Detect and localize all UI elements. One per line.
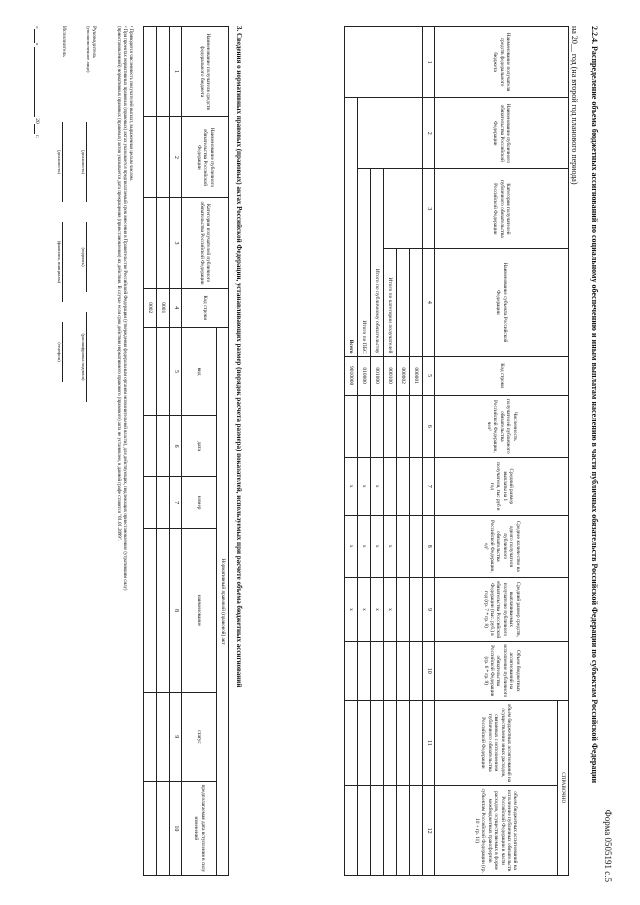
cell-value[interactable] bbox=[157, 477, 170, 529]
col-number: 6 bbox=[423, 395, 435, 457]
row-code: 000001 bbox=[410, 356, 423, 395]
signature-caption: (подпись) bbox=[81, 247, 86, 267]
cell-value[interactable] bbox=[144, 198, 157, 288]
footnote-1: ¹ Приводится численность получателей выплат, выраженная целым числом. bbox=[128, 26, 133, 182]
cell-value[interactable] bbox=[144, 781, 157, 875]
cell-x: x bbox=[384, 577, 397, 641]
col-number: 1 bbox=[170, 27, 182, 117]
cell-value[interactable] bbox=[358, 700, 371, 786]
cell-value[interactable] bbox=[157, 327, 170, 415]
header-avg-amount: Средний размер средств, выплачиваемых получателю публичного обязательства Российской Федерации (тыс. руб.) в год (гр. 7 * гр. 8) bbox=[435, 577, 569, 641]
cell-value[interactable] bbox=[397, 700, 410, 786]
col-number: 9 bbox=[423, 577, 435, 641]
cell-value[interactable] bbox=[397, 515, 410, 577]
cell-value[interactable] bbox=[397, 642, 410, 700]
section-224-subtitle: на 20__ год (на второй год планового периода) bbox=[570, 26, 579, 185]
decoding-caption: (расшифровка подписи) bbox=[81, 333, 86, 381]
cell-subject[interactable] bbox=[397, 249, 410, 356]
row-code: 0001 bbox=[157, 288, 170, 327]
cell-value[interactable] bbox=[157, 692, 170, 781]
cell-x: x bbox=[371, 515, 384, 577]
cell-x: x bbox=[345, 457, 358, 515]
header-number: номер bbox=[182, 477, 217, 529]
cell-x: x bbox=[371, 577, 384, 641]
header-code: Код строки bbox=[182, 288, 229, 327]
header-recipient: Наименование получателя средств федерального бюджета bbox=[435, 27, 569, 98]
head-sub: (уполномоченное лицо) bbox=[86, 26, 91, 73]
cell-value[interactable] bbox=[144, 416, 157, 477]
cell-value[interactable] bbox=[371, 700, 384, 786]
col-number: 9 bbox=[170, 692, 182, 781]
cell-value[interactable] bbox=[410, 515, 423, 577]
col-number: 10 bbox=[423, 642, 435, 700]
col-number: 5 bbox=[423, 356, 435, 395]
cell-value[interactable] bbox=[345, 786, 358, 876]
executor-phone-field[interactable] bbox=[57, 322, 71, 382]
cell-value[interactable] bbox=[371, 786, 384, 876]
header-status: статус bbox=[182, 692, 217, 781]
row-code: 000002 bbox=[397, 356, 410, 395]
executor-position-caption: (должность) bbox=[57, 149, 62, 175]
cell-value[interactable] bbox=[345, 700, 358, 786]
total-label: Всего bbox=[345, 98, 358, 356]
col-number: 3 bbox=[423, 169, 435, 249]
cell-value[interactable] bbox=[144, 477, 157, 529]
col-number: 2 bbox=[170, 117, 182, 198]
row-code: 9010000 bbox=[345, 356, 358, 395]
header-other-expenses: объем бюджетных ассигнований на осуществление иных расходов, связанных с исполнением публичного обязательства Российской Федерации bbox=[435, 700, 558, 786]
header-category: Категория получателей публичного обязательства Российской Федерации bbox=[435, 169, 569, 249]
cell-value[interactable] bbox=[157, 198, 170, 288]
header-recipient: Наименование получателя средств федерального бюджета bbox=[182, 27, 229, 117]
cell-value[interactable] bbox=[410, 395, 423, 457]
header-effective-date: предполагаемая дата вступления в силу изменений bbox=[182, 781, 217, 875]
cell-x: x bbox=[358, 515, 371, 577]
col-number: 3 bbox=[170, 198, 182, 288]
cell-recipient[interactable] bbox=[345, 27, 423, 98]
total-label: Итого по публичному обязательству bbox=[371, 169, 384, 356]
executor-fio-field[interactable] bbox=[57, 222, 71, 302]
cell-x: x bbox=[345, 577, 358, 641]
header-subject: Наименование субъекта Российской Федерации bbox=[435, 249, 569, 356]
col-number: 4 bbox=[170, 288, 182, 327]
section-224-title: 2.2.4. Распределение объема бюджетных ассигнований по социальному обеспечению и иным выплатам населению в части публичных обязательств Российской Федерации по субъектам Российской Федерации bbox=[590, 26, 599, 784]
cell-subject[interactable] bbox=[410, 249, 423, 356]
cell-value[interactable] bbox=[397, 786, 410, 876]
col-number: 12 bbox=[423, 786, 435, 876]
position-caption: (должность) bbox=[81, 149, 86, 175]
col-number: 8 bbox=[423, 515, 435, 577]
cell-value[interactable] bbox=[384, 786, 397, 876]
footnotes bbox=[115, 26, 133, 886]
header-category: Категория получателей публичного обязательства Российской Федерации bbox=[182, 198, 229, 288]
cell-value[interactable] bbox=[410, 700, 423, 786]
cell-value[interactable] bbox=[384, 700, 397, 786]
cell-value[interactable] bbox=[345, 395, 358, 457]
cell-x: x bbox=[384, 515, 397, 577]
row-code: 0002 bbox=[144, 288, 157, 327]
head-signature-block bbox=[86, 26, 97, 72]
col-number: 5 bbox=[170, 327, 182, 415]
total-label: Итого по ПБС bbox=[358, 169, 371, 356]
header-avg-payment: Средний размер выплаты на 1 получателя, тыс руб в год bbox=[435, 457, 569, 515]
header-spravochno: СПРАВОЧНО bbox=[558, 700, 569, 876]
cell-value[interactable] bbox=[358, 395, 371, 457]
cell-value[interactable] bbox=[358, 786, 371, 876]
head-decoding-field[interactable] bbox=[81, 312, 95, 402]
col-number: 10 bbox=[170, 781, 182, 875]
row-code: 010000 bbox=[358, 356, 371, 395]
cell-value[interactable] bbox=[410, 457, 423, 515]
cell-value bbox=[384, 457, 397, 515]
header-kind: вид bbox=[182, 327, 217, 415]
header-code: Код строки bbox=[435, 356, 569, 395]
date-year: 20 bbox=[34, 118, 40, 124]
col-number: 6 bbox=[170, 416, 182, 477]
cell-value[interactable] bbox=[144, 27, 157, 117]
section-3-title: 3. Сведения о нормативных правовых (правовых) актах Российской Федерации, устанавливающих размер (порядок расчета размера) показателей, используемых при расчете объема бюджетных ассигнований bbox=[235, 26, 243, 688]
date-suffix: г. bbox=[34, 135, 40, 139]
executor-label: Исполнитель bbox=[61, 26, 67, 57]
head-position-field[interactable] bbox=[81, 122, 95, 202]
cell-value[interactable] bbox=[371, 395, 384, 457]
cell-value[interactable] bbox=[397, 395, 410, 457]
cell-value[interactable] bbox=[144, 327, 157, 415]
col-number: 7 bbox=[170, 477, 182, 529]
col-number: 1 bbox=[423, 27, 435, 98]
cell-value[interactable] bbox=[157, 27, 170, 117]
executor-position-field[interactable] bbox=[57, 122, 71, 202]
cell-value[interactable] bbox=[410, 577, 423, 641]
header-count: Численность получателей публичного обязательства Российской Федерации, чел¹ bbox=[435, 395, 569, 457]
cell-x: x bbox=[371, 457, 384, 515]
cell-x: x bbox=[358, 577, 371, 641]
executor-fio-caption: (фамилия, инициалы) bbox=[57, 240, 62, 284]
cell-x: x bbox=[345, 515, 358, 577]
header-name: наименование bbox=[182, 529, 217, 693]
cell-value[interactable] bbox=[371, 642, 384, 700]
cell-value[interactable] bbox=[345, 642, 358, 700]
header-volume: Объем бюджетных ассигнований на исполнение публичного обязательства Российской Федерации (гр. 6 * гр. 9) bbox=[435, 642, 569, 700]
cell-value[interactable] bbox=[410, 786, 423, 876]
cell-value[interactable] bbox=[384, 642, 397, 700]
col-number: 4 bbox=[423, 249, 435, 356]
header-avg-quantity: Среднее количество на одного получателя публичного обязательства Российской Федерации, ед³ bbox=[435, 515, 569, 577]
cell-x: x bbox=[358, 457, 371, 515]
cell-value[interactable] bbox=[157, 416, 170, 477]
col-number: 7 bbox=[423, 457, 435, 515]
row-code: 001000 bbox=[371, 356, 384, 395]
cell-value[interactable] bbox=[144, 529, 157, 693]
row-code: 000100 bbox=[384, 356, 397, 395]
cell-value[interactable] bbox=[157, 529, 170, 693]
header-date: дата bbox=[182, 416, 217, 477]
header-obligation: Наименование публичного обязательства Российской Федерации bbox=[182, 117, 229, 198]
col-number: 11 bbox=[423, 700, 435, 786]
cell-value[interactable] bbox=[384, 395, 397, 457]
col-number: 2 bbox=[423, 98, 435, 169]
cell-obligation[interactable] bbox=[358, 98, 423, 169]
cell-value[interactable] bbox=[157, 781, 170, 875]
document-sheet bbox=[5, 12, 615, 892]
header-transfers: объем бюджетных ассигнований на исполнение публичных обязательств Российской Федерации в части расходов, осуществляемых в форме межбюджетных трансфертов субъектам Российской Федерации (гр. 10 + гр. 11) bbox=[435, 786, 558, 876]
footnote-2: ² При проектах нормативных правовых (правовых) актах указывается предполагаемый срок внесения в Правительство Российской Федерации (утверждения федеральным органом исполнительной власти), для действующих, подлежащих приостановлению (утратившим силу) bbox=[122, 26, 127, 591]
col-number: 8 bbox=[170, 529, 182, 693]
cell-value[interactable] bbox=[358, 642, 371, 700]
cell-value[interactable] bbox=[144, 692, 157, 781]
header-obligation: Наименование публичного обязательства Российской Федерации bbox=[435, 98, 569, 169]
cell-value[interactable] bbox=[144, 117, 157, 198]
normative-acts-table bbox=[143, 26, 229, 876]
distribution-table bbox=[344, 26, 569, 876]
cell-category[interactable] bbox=[384, 169, 423, 249]
header-normative-act: Нормативный правовой (правовой) акт bbox=[217, 327, 229, 875]
cell-value[interactable] bbox=[397, 457, 410, 515]
date-line[interactable]: «» 20 г. bbox=[34, 26, 43, 138]
head-signature-field[interactable] bbox=[81, 222, 95, 292]
head-label: Руководитель bbox=[91, 26, 97, 58]
total-label: Итого по категории получателей bbox=[384, 249, 397, 356]
footnote-2-cont: (приостановленной) нормативных правовых (правовых) актов указывается дата прекращения (приостановления) их действия. В случае если срок действия нормативного правового (правового) акта не установлен, в данной графе ставится "01.01.2099". bbox=[116, 26, 121, 541]
cell-value[interactable] bbox=[410, 642, 423, 700]
form-code: Форма 0505191 с.5 bbox=[603, 809, 613, 882]
phone-caption: (телефон) bbox=[57, 342, 62, 362]
cell-value[interactable] bbox=[157, 117, 170, 198]
cell-value[interactable] bbox=[397, 577, 410, 641]
